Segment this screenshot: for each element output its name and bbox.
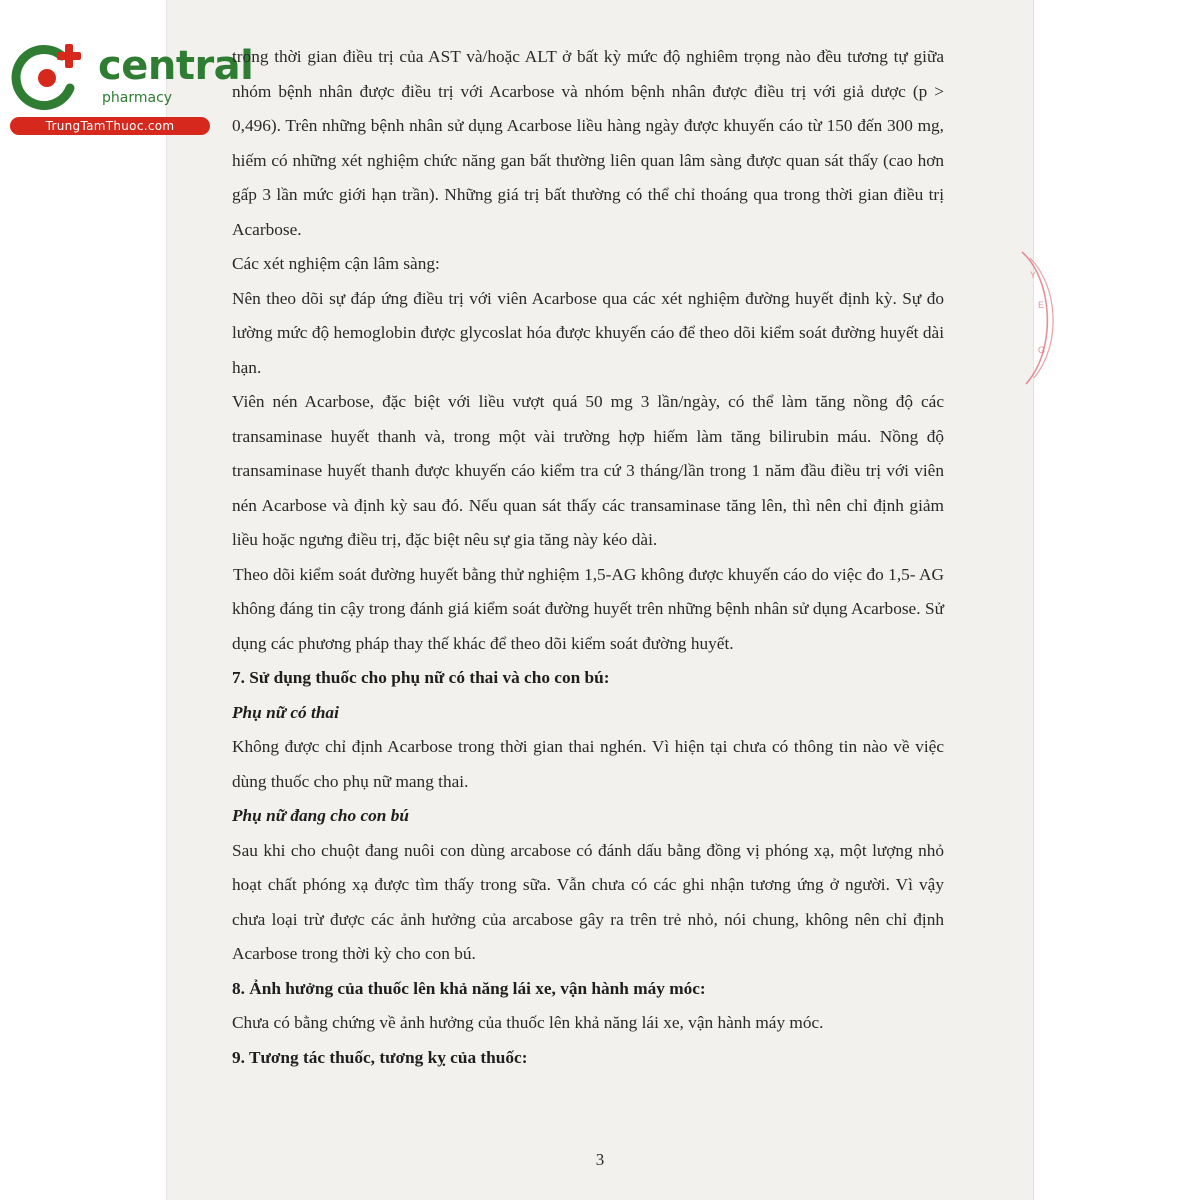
left-margin xyxy=(0,0,166,1200)
section-8-text: Chưa có bằng chứng về ảnh hưởng của thuốc lên khả năng lái xe, vận hành máy móc. xyxy=(232,1013,824,1032)
page-number: 3 xyxy=(595,1150,605,1169)
paragraph-15ag-test: Theo dõi kiểm soát đường huyết bằng thử nghiệm 1,5-AG không được khuyến cáo do việc đo 1,5- AG không đáng tin cậy trong đánh giá kiểm soát đường huyết trên những bệnh nhân sử dụng Acarbose. Sử dụng các phương pháp thay thế khác để theo dõi kiểm soát đường huyết. xyxy=(232,564,944,653)
central-pharmacy-logo[interactable] xyxy=(10,38,254,138)
paragraph-transaminase: Viên nén Acarbose, đặc biệt với liều vượt quá 50 mg 3 lần/ngày, có thể làm tăng nồng độ các transaminase huyết thanh và, trong một vài trường hợp hiếm làm tăng bilirubin máu. Nồng độ transaminase huyết thanh được khuyến cáo kiểm tra cứ 3 tháng/lần trong 1 năm đầu điều trị với viên nén Acarbose và định kỳ sau đó. Nếu quan sát thấy các transaminase tăng lên, thì nên chỉ định giảm liều hoặc ngưng điều trị, đặc biệt nêu sự gia tăng này kéo dài. xyxy=(232,392,944,549)
section-8-heading: 8. Ảnh hưởng của thuốc lên khả năng lái xe, vận hành máy móc: xyxy=(232,978,706,998)
paragraph-glucose-monitoring: Nên theo dõi sự đáp ứng điều trị với viên Acarbose qua các xét nghiệm đường huyết định kỳ. Sự đo lường mức độ hemoglobin được glycoslat hóa được khuyến cáo để theo dõi kiểm soát đường huyết dài hạn. xyxy=(232,288,944,377)
pregnant-women-text: Không được chỉ định Acarbose trong thời gian thai nghén. Vì hiện tại chưa có thông tin nào về việc dùng thuốc cho phụ nữ mang thai. xyxy=(232,737,944,791)
logo-brand-name: central xyxy=(98,43,254,89)
logo-subtitle: pharmacy xyxy=(102,90,173,106)
paragraph-lab-tests-title: Các xét nghiệm cận lâm sàng: xyxy=(232,254,440,273)
nursing-women-subheading: Phụ nữ đang cho con bú xyxy=(232,806,409,825)
red-stamp-seal xyxy=(1008,248,1068,388)
svg-text:Y: Y xyxy=(1030,270,1037,280)
section-7-heading: 7. Sử dụng thuốc cho phụ nữ có thai và cho con bú: xyxy=(232,668,610,687)
paragraph-liver-tests: trong thời gian điều trị của AST và/hoặc ALT ở bất kỳ mức độ nghiêm trọng nào đều tương tự giữa nhóm bệnh nhân được điều trị với Acarbose và nhóm bệnh nhân được điều trị với giả dược (p > 0,496). Trên những bệnh nhân sử dụng Acarbose liều hàng ngày được khuyến cáo từ 150 đến 300 mg, hiếm có những xét nghiệm chức năng gan bất thường liên quan lâm sàng được quan sát thấy (cao hơn gấp 3 lần mức giới hạn trần). Những giá trị bất thường có thể chỉ thoáng qua trong thời gian điều trị Acarbose. xyxy=(232,47,944,239)
document-text xyxy=(232,40,944,1075)
svg-text:G: G xyxy=(1038,345,1046,355)
pharmacy-cross-icon xyxy=(10,38,88,116)
pregnant-women-subheading: Phụ nữ có thai xyxy=(232,702,339,722)
nursing-women-text: Sau khi cho chuột đang nuôi con dùng arcabose có đánh dấu bằng đồng vị phóng xạ, một lượng nhỏ hoạt chất phóng xạ được tìm thấy trong sữa. Vẫn chưa có các ghi nhận tương ứng ở người. Vì vậy chưa loại trừ được các ảnh hưởng của arcabose gây ra trên trẻ nhỏ, nói chung, không nên chỉ định Acarbose trong thời kỳ cho con bú. xyxy=(232,840,944,963)
section-9-heading: 9. Tương tác thuốc, tương kỵ của thuốc: xyxy=(232,1047,528,1067)
right-margin xyxy=(1034,0,1200,1200)
svg-text:E: E xyxy=(1038,300,1045,310)
logo-website: TrungTamThuoc.com xyxy=(10,117,210,135)
